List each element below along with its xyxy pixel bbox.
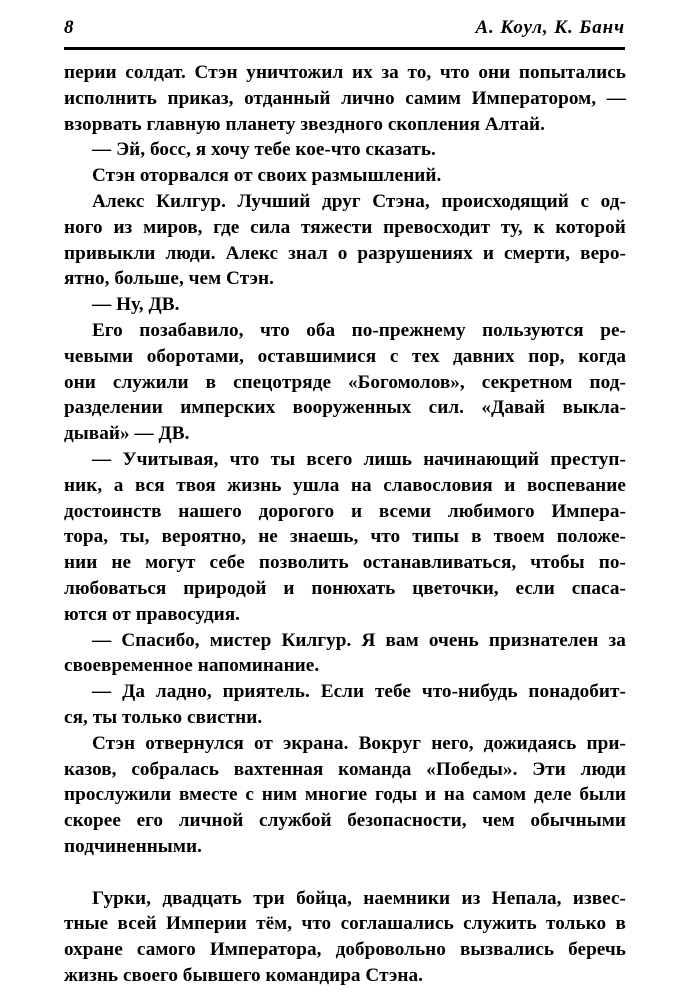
word: прослужили	[64, 784, 172, 806]
word: личной	[178, 810, 244, 832]
word: ник,	[64, 474, 103, 496]
paragraph	[64, 628, 626, 680]
word: пор,	[528, 345, 565, 367]
word: вам	[385, 629, 419, 651]
word: позабавило,	[139, 319, 244, 341]
word: мистер	[209, 629, 272, 651]
word: по-прежнему	[351, 319, 466, 341]
word: ту,	[500, 216, 523, 238]
word: начинающий	[423, 448, 540, 470]
word: лишь	[363, 448, 412, 470]
word: отвернулся	[145, 732, 244, 754]
text-line	[64, 60, 626, 86]
word: разрушениях	[357, 242, 473, 264]
word: Гурки,	[92, 887, 151, 909]
word: их	[351, 62, 373, 83]
word: славословия	[383, 474, 493, 496]
word: приказ,	[167, 87, 234, 109]
word: к	[533, 216, 545, 238]
paragraph	[64, 679, 626, 731]
word: понюхать	[311, 577, 396, 599]
word: бойца,	[296, 887, 352, 909]
word: за	[381, 62, 399, 83]
word: вооруженных	[292, 397, 412, 419]
word: соглашались	[340, 913, 454, 935]
header-rule	[64, 47, 625, 50]
word: жизнь	[227, 474, 282, 496]
word: исполнить	[64, 87, 157, 109]
word: вероятно,	[161, 526, 247, 548]
word: Вокруг	[358, 732, 422, 754]
word: сил.	[428, 397, 465, 419]
paragraph	[64, 292, 626, 318]
word: природой	[183, 577, 267, 599]
word: Эти	[532, 758, 566, 780]
word: что	[370, 526, 401, 548]
word: вместе	[179, 784, 238, 806]
word: приятель.	[222, 681, 310, 703]
running-head-authors: А. Коул, К. Банч	[475, 17, 625, 38]
word: выкла-	[562, 397, 626, 419]
word: секретном	[481, 371, 573, 393]
word: люди	[580, 758, 626, 780]
text-line	[64, 499, 626, 525]
word: ты	[270, 448, 296, 470]
word: на	[350, 474, 372, 496]
word: Алекс	[225, 242, 279, 264]
word: друг	[321, 190, 361, 212]
word: что	[229, 448, 260, 470]
word: безопасности,	[347, 810, 467, 832]
word: Я	[361, 629, 376, 651]
word: где	[213, 216, 240, 238]
text-line	[64, 344, 626, 370]
word: Алекс	[92, 190, 145, 212]
text-line	[64, 189, 626, 215]
word: казов,	[64, 758, 117, 780]
word: Его	[92, 319, 123, 341]
word: люди.	[165, 242, 216, 264]
text-line	[64, 524, 626, 550]
word: служили	[112, 371, 189, 393]
word: миров,	[143, 216, 203, 238]
word: о	[337, 242, 348, 264]
word: понадобит-	[528, 681, 626, 703]
word: деле	[533, 784, 572, 806]
word: собралась	[131, 758, 219, 780]
word: пользуются	[482, 319, 584, 341]
word: три	[253, 887, 285, 909]
word: —	[92, 448, 112, 470]
text-line: — Ну, ДВ.	[92, 294, 180, 316]
word: Империи	[166, 913, 247, 935]
paragraph-gap	[64, 860, 626, 886]
word: Императором,	[471, 87, 597, 109]
text-line	[64, 473, 626, 499]
word: смерти,	[503, 242, 571, 264]
paragraph	[64, 163, 626, 189]
word: в	[471, 526, 482, 548]
word: Стэна,	[372, 190, 430, 212]
word: команда	[338, 758, 412, 780]
word: самом	[472, 784, 527, 806]
word: «Давай	[481, 397, 546, 419]
word: всей	[117, 913, 157, 935]
text-line	[64, 370, 626, 396]
word: «Победы».	[426, 758, 518, 780]
word: они	[478, 62, 511, 83]
text-line: подчиненными.	[64, 835, 202, 857]
word: когда	[578, 345, 626, 367]
word: наемники	[363, 887, 451, 909]
word: Спасибо,	[121, 629, 200, 651]
word: веро-	[580, 242, 626, 264]
text-line	[64, 628, 626, 654]
word: достоинств	[64, 500, 162, 522]
word: и	[482, 242, 494, 264]
text-line	[64, 808, 626, 834]
text-line	[64, 241, 626, 267]
word: и	[350, 500, 363, 522]
word: Килгур.	[156, 190, 226, 212]
word: служить	[463, 913, 537, 935]
word: тём,	[256, 913, 293, 935]
word: в	[205, 371, 217, 393]
paragraph	[64, 137, 626, 163]
word: охране	[64, 939, 123, 961]
word: всеми	[378, 500, 432, 522]
word: Учитывая,	[122, 448, 219, 470]
word: с	[389, 345, 399, 367]
word: тные	[64, 913, 109, 935]
word: оборотами,	[146, 345, 244, 367]
word: вызвались	[459, 939, 555, 961]
word: очень	[428, 629, 479, 651]
word: перии	[64, 62, 117, 83]
word: Килгур.	[281, 629, 352, 651]
word: попытались	[518, 62, 626, 83]
text-line: своевременное напоминание.	[64, 655, 320, 677]
word: то,	[407, 62, 432, 83]
word: Стэн	[92, 732, 136, 754]
word: только	[546, 913, 607, 935]
text-line	[64, 86, 626, 112]
word: из	[461, 887, 481, 909]
word: в	[615, 913, 626, 935]
word: чтобы	[530, 552, 585, 574]
word: что	[259, 319, 290, 341]
word: и	[283, 577, 295, 599]
word: скорее	[64, 810, 121, 832]
word: останавливаться,	[362, 552, 517, 574]
word: были	[579, 784, 626, 806]
word: твоем	[493, 526, 545, 548]
word: знаешь,	[289, 526, 359, 548]
word: себе	[209, 552, 245, 574]
word: спецотряде	[233, 371, 332, 393]
word: твоя	[176, 474, 216, 496]
word: ты,	[120, 526, 150, 548]
text-line	[64, 215, 626, 241]
text-line: ются от правосудия.	[64, 603, 241, 625]
word: они	[64, 371, 96, 393]
word: за	[608, 629, 626, 651]
word: вахтенная	[233, 758, 324, 780]
word: дорогого	[258, 500, 335, 522]
word: ре-	[600, 319, 626, 341]
text-line	[64, 886, 626, 912]
word: отданный	[244, 87, 331, 109]
page-number: 8	[64, 17, 74, 38]
word: Импера-	[551, 500, 626, 522]
text-line: дывай» — ДВ.	[64, 423, 190, 445]
word: с	[245, 784, 254, 806]
text-line	[64, 757, 626, 783]
word: его	[136, 810, 164, 832]
word: лично	[341, 87, 395, 109]
word: —	[606, 87, 626, 109]
word: двадцать	[162, 887, 242, 909]
text-line	[64, 911, 626, 937]
text-line	[64, 395, 626, 421]
word: типы	[412, 526, 459, 548]
word: что-нибудь	[421, 681, 518, 703]
word: уничтожил	[246, 62, 344, 83]
word: от	[254, 732, 273, 754]
word: ладно,	[155, 681, 212, 703]
word: превосходит	[383, 216, 491, 238]
text-line: взорвать главную планету звездного скопления Алтай.	[64, 113, 545, 135]
word: давних	[452, 345, 515, 367]
word: знал	[288, 242, 328, 264]
word: многие	[304, 784, 368, 806]
word: Лучший	[237, 190, 311, 212]
word: не	[111, 552, 132, 574]
text-line: жизнь своего бывшего командира Стэна.	[64, 964, 423, 986]
paragraph	[64, 731, 626, 860]
word: чевыми	[64, 345, 134, 367]
word: обычными	[530, 810, 626, 832]
word: беречь	[568, 939, 626, 961]
word: Стэн	[194, 62, 238, 83]
word: при-	[586, 732, 626, 754]
text-line	[64, 679, 626, 705]
word: разделении	[64, 397, 163, 419]
text-line: ятно, больше, чем Стэн.	[64, 268, 274, 290]
word: что	[439, 62, 470, 83]
word: вся	[134, 474, 165, 496]
text-line: Стэн оторвался от своих размышлений.	[92, 165, 442, 187]
word: Императора,	[209, 939, 322, 961]
text-line	[64, 576, 626, 602]
word: извес-	[572, 887, 626, 909]
word: на	[443, 784, 465, 806]
text-line: ся, ты только свистни.	[64, 706, 263, 728]
word: ушла	[292, 474, 340, 496]
paragraph	[64, 60, 626, 137]
word: оба	[306, 319, 336, 341]
word: всего	[306, 448, 353, 470]
paragraph	[64, 886, 626, 989]
text-line	[64, 782, 626, 808]
word: самим	[405, 87, 462, 109]
paragraph	[64, 189, 626, 292]
word: нии	[64, 552, 98, 574]
word: экрана.	[283, 732, 349, 754]
paragraph	[64, 447, 626, 628]
word: с	[580, 190, 590, 212]
word: оставшимися	[257, 345, 377, 367]
word: могут	[145, 552, 196, 574]
word: од-	[600, 190, 626, 212]
word: сила	[250, 216, 291, 238]
word: не	[258, 526, 278, 548]
word: а	[113, 474, 124, 496]
word: добровольно	[335, 939, 446, 961]
word: признателен	[488, 629, 599, 651]
word: —	[92, 681, 112, 703]
word: чем	[482, 810, 515, 832]
word: тех	[412, 345, 440, 367]
word: Если	[320, 681, 365, 703]
text-line	[64, 731, 626, 757]
word: тора,	[64, 526, 109, 548]
text-line	[64, 550, 626, 576]
word: нашего	[178, 500, 242, 522]
word: Да	[122, 681, 146, 703]
word: и	[504, 474, 516, 496]
word: ного	[64, 216, 103, 238]
text-line	[64, 318, 626, 344]
word: привыкли	[64, 242, 156, 264]
text-line	[64, 937, 626, 963]
word: тебе	[374, 681, 411, 703]
word: «Богомолов»,	[348, 371, 465, 393]
word: что	[301, 913, 332, 935]
word: если	[515, 577, 555, 599]
word: любимого	[447, 500, 535, 522]
word: происходящий	[441, 190, 569, 212]
word: позволить	[258, 552, 349, 574]
text-line	[64, 447, 626, 473]
word: него,	[431, 732, 474, 754]
paragraph	[64, 318, 626, 447]
word: ним	[261, 784, 298, 806]
word: воспевание	[526, 474, 626, 496]
word: солдат.	[125, 62, 186, 83]
word: спаса-	[571, 577, 626, 599]
word: службой	[259, 810, 332, 832]
word: под-	[589, 371, 626, 393]
text-line: — Эй, босс, я хочу тебе кое-что сказать.	[92, 139, 436, 161]
word: и	[424, 784, 437, 806]
body-text-block	[64, 60, 626, 989]
word: —	[92, 629, 112, 651]
word: имперских	[180, 397, 276, 419]
word: дожидаясь	[483, 732, 577, 754]
running-head	[64, 17, 625, 43]
word: по-	[598, 552, 626, 574]
word: из	[113, 216, 133, 238]
word: которой	[555, 216, 626, 238]
word: цветочки,	[412, 577, 499, 599]
word: преступ-	[550, 448, 626, 470]
word: положе-	[556, 526, 626, 548]
word: годы	[375, 784, 418, 806]
word: тяжести	[301, 216, 373, 238]
word: Непала,	[491, 887, 562, 909]
word: любоваться	[64, 577, 167, 599]
word: самого	[136, 939, 196, 961]
